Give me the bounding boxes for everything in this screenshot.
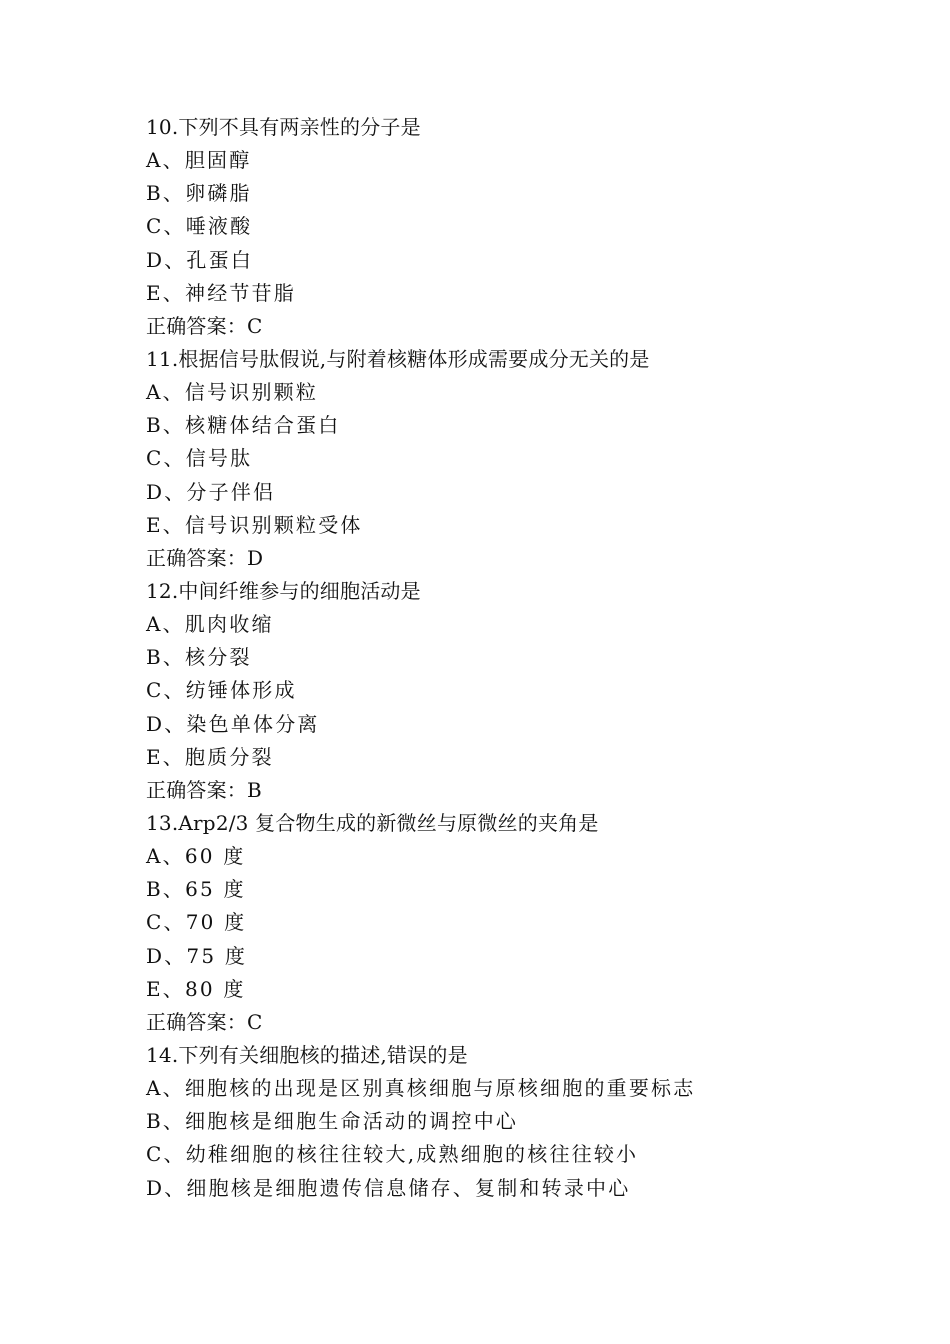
- option-item: E、胞质分裂: [146, 744, 274, 769]
- option-item: C、70 度: [146, 910, 247, 935]
- option-item: B、细胞核是细胞生命活动的调控中心: [146, 1109, 519, 1134]
- correct-answer: 正确答案：D: [146, 545, 264, 570]
- option-item: A、60 度: [146, 844, 246, 869]
- question-text: 10.下列不具有两亲性的分子是: [146, 115, 421, 139]
- option-item: B、卵磷脂: [146, 181, 252, 206]
- option-item: B、核分裂: [146, 645, 252, 670]
- option-item: D、75 度: [146, 943, 248, 968]
- question-text: 11.根据信号肽假说,与附着核糖体形成需要成分无关的是: [146, 346, 650, 371]
- option-item: C、唾液酸: [146, 214, 253, 239]
- option-item: A、胆固醇: [146, 148, 252, 173]
- option-item: B、65 度: [146, 877, 246, 902]
- option-item: D、染色单体分离: [146, 711, 320, 736]
- correct-answer: 正确答案：B: [146, 777, 262, 802]
- option-item: A、信号识别颗粒: [146, 380, 319, 405]
- option-item: B、核糖体结合蛋白: [146, 413, 341, 438]
- option-item: A、肌肉收缩: [146, 612, 274, 637]
- option-item: C、纺锤体形成: [146, 678, 297, 703]
- option-item: D、孔蛋白: [146, 247, 254, 272]
- option-item: C、幼稚细胞的核往往较大,成熟细胞的核往往较小: [146, 1142, 639, 1167]
- correct-answer: 正确答案：C: [146, 313, 263, 338]
- option-item: D、细胞核是细胞遗传信息储存、复制和转录中心: [146, 1175, 631, 1200]
- document-page: [146, 111, 866, 1205]
- correct-answer: 正确答案：C: [146, 1009, 263, 1034]
- option-item: E、神经节苷脂: [146, 280, 296, 305]
- option-item: D、分子伴侣: [146, 479, 276, 504]
- option-item: A、细胞核的出现是区别真核细胞与原核细胞的重要标志: [146, 1076, 696, 1101]
- option-item: E、信号识别颗粒受体: [146, 512, 363, 537]
- option-item: C、信号肽: [146, 446, 253, 471]
- question-text: 13.Arp2/3 复合物生成的新微丝与原微丝的夹角是: [146, 810, 599, 835]
- question-text: 12.中间纤维参与的细胞活动是: [146, 578, 421, 603]
- option-item: E、80 度: [146, 976, 246, 1001]
- question-text: 14.下列有关细胞核的描述,错误的是: [146, 1042, 468, 1067]
